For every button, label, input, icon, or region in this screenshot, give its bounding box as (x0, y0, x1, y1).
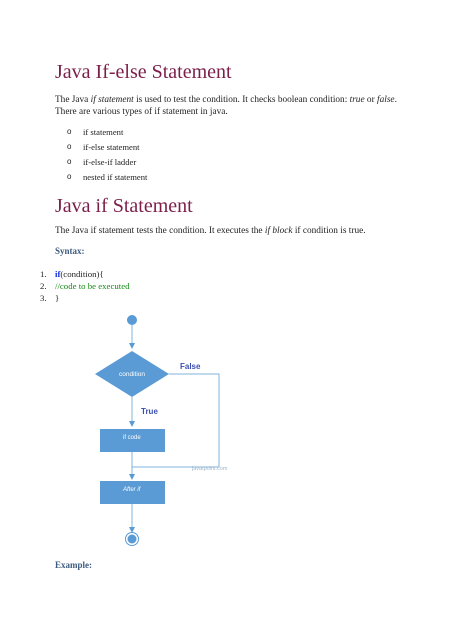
after-if-label: After if (123, 487, 141, 493)
bullet-marker: o (67, 127, 72, 136)
section-title: Java if Statement (55, 195, 193, 217)
if-emphasis-if-block: if block (264, 226, 293, 236)
example-label: Example: (55, 560, 92, 570)
intro-text-1: The Java (55, 95, 91, 105)
if-text-1: The Java if statement tests the condition. It executes the (55, 226, 265, 236)
watermark: javatpoint.com (192, 466, 228, 472)
intro-text-2: is used to test the condition. It checks boolean condition: (133, 95, 350, 105)
intro-emphasis-false: false (377, 95, 395, 105)
if-text-2: if condition is true. (292, 226, 366, 236)
line-number: 1. (40, 269, 47, 279)
if-code-label: if code (123, 435, 141, 441)
bullet-marker: o (67, 172, 72, 181)
code-keyword: if (55, 269, 61, 279)
true-label: True (141, 407, 158, 416)
syntax-label: Syntax: (55, 246, 85, 256)
false-label: False (180, 362, 201, 371)
code-comment: //code to be executed (55, 281, 130, 291)
list-item-label: if-else statement (83, 141, 140, 152)
decision-label: condition (118, 371, 146, 378)
code-text: (condition){ (60, 269, 104, 279)
bullet-marker: o (67, 142, 72, 151)
end-node (128, 535, 137, 544)
list-item-label: nested if statement (83, 171, 148, 182)
intro-text-4: . There are various types of if statement in java. (55, 95, 397, 117)
intro-emphasis-true: true (349, 95, 365, 105)
start-node (127, 315, 137, 325)
intro-text-3: or (364, 95, 377, 105)
line-number: 2. (40, 281, 47, 291)
line-number: 3. (40, 293, 47, 303)
list-item-label: if-else-if ladder (83, 156, 137, 167)
bullet-marker: o (67, 157, 72, 166)
list-item-label: if statement (83, 126, 124, 137)
page-title: Java If-else Statement (55, 61, 232, 83)
intro-emphasis-if-statement: if statement (90, 95, 134, 105)
code-text: } (55, 293, 60, 303)
